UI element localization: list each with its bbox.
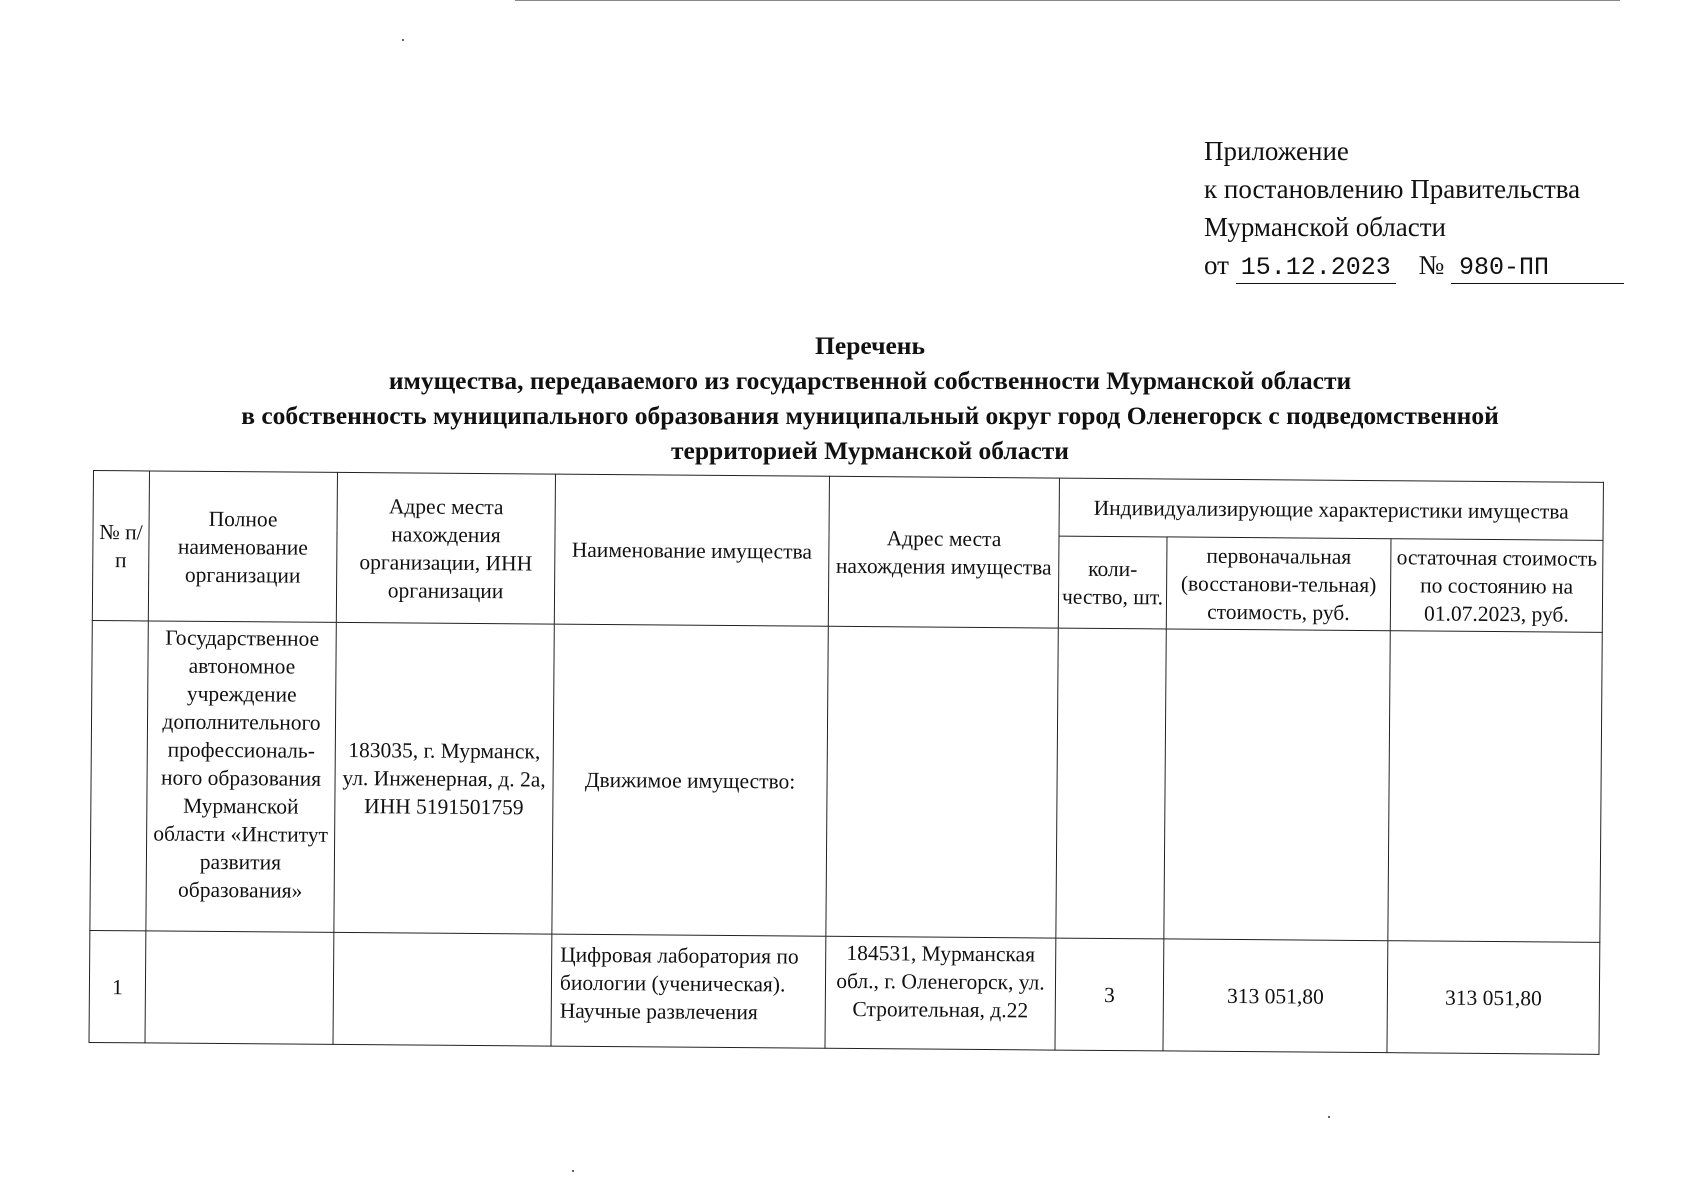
header-property-address: Адрес места нахождения имущества [828, 476, 1059, 628]
from-label: от [1204, 250, 1229, 280]
cell-org-address: 183035, г. Мурманск, ул. Инженерная, д. 2а, ИНН 5191501759 [334, 622, 554, 934]
cell-org-name: Государственное автономное учреждение дополнительного профессиональ-ного образования Мурманской области «Институт развития образования» [146, 621, 336, 932]
appendix-line-1: Приложение [1204, 136, 1349, 166]
property-table [88, 470, 1603, 1055]
scan-edge-line [515, 0, 1620, 2]
table-header-row [93, 471, 1603, 541]
scan-speck [402, 39, 404, 41]
cell-empty [333, 932, 552, 1046]
header-residual-cost: остаточная стоимость по состоянию на 01.07.2023, руб. [1390, 539, 1603, 633]
header-property-name: Наименование имущества [554, 474, 829, 626]
cell-property-address: 184531, Мурманская обл., г. Оленегорск, ул. Строительная, д.22 [825, 936, 1056, 1050]
header-initial-cost: первоначальная (восстанови-тельная) стоимость, руб. [1166, 537, 1391, 631]
scan-speck [1328, 1116, 1330, 1118]
cell-empty [1164, 629, 1390, 941]
cell-empty [1056, 628, 1166, 939]
cell-empty [90, 620, 148, 930]
cell-movable-property: Движимое имущество: [552, 624, 828, 936]
cell-row-num: 1 [89, 930, 146, 1042]
header-org-name: Полное наименование организации [148, 471, 337, 622]
header-num: № п/п [92, 471, 149, 621]
title-line-4: территорией Мурманской области [671, 436, 1069, 465]
appendix-block [1204, 132, 1624, 284]
document-title [150, 328, 1590, 468]
table-row-organization [90, 620, 1602, 942]
decree-date: 15.12.2023 [1236, 253, 1396, 284]
scan-speck [572, 1170, 574, 1172]
title-line-2: имущества, передаваемого из государственной собственности Мурманской области [388, 366, 1352, 395]
appendix-line-3: Мурманской области [1204, 212, 1446, 242]
title-line-3: в собственность муниципального образования муниципальный округ город Оленегорск с подведомственной [241, 401, 1499, 430]
cell-empty [1388, 631, 1602, 943]
header-characteristics: Индивидуализирующие характеристики имущества [1059, 478, 1603, 540]
header-org-address: Адрес места нахождения организации, ИНН организации [336, 472, 555, 624]
cell-empty [826, 626, 1058, 938]
header-quantity: коли-чество, шт. [1058, 536, 1167, 629]
decree-number: 980-ПП [1451, 253, 1624, 284]
decree-reference [1204, 246, 1624, 284]
cell-initial-cost: 313 051,80 [1163, 939, 1388, 1053]
cell-empty [145, 931, 334, 1044]
number-label: № [1418, 250, 1445, 280]
title-line-1: Перечень [815, 331, 925, 360]
cell-residual-cost: 313 051,80 [1387, 941, 1600, 1055]
cell-property-name: Цифровая лаборатория по биологии (ученическая). Научные развлечения [551, 934, 826, 1048]
appendix-line-2: к постановлению Правительства [1204, 174, 1581, 204]
cell-quantity: 3 [1055, 938, 1164, 1051]
table-row [89, 930, 1600, 1054]
